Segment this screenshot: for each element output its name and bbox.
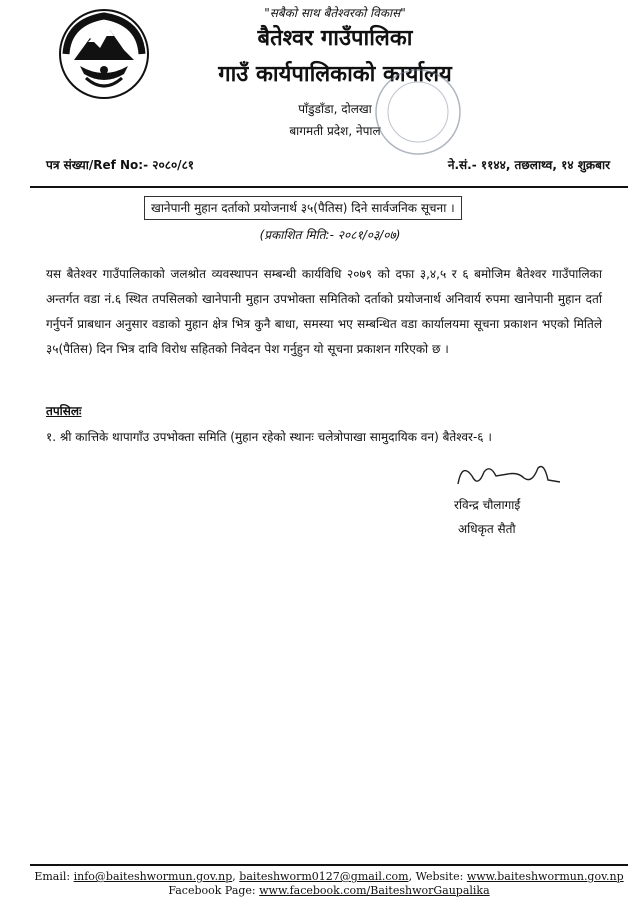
address-line1: पाँडुडाँडा, दोलखा bbox=[298, 102, 372, 116]
header-divider bbox=[30, 186, 628, 188]
facebook-label: Facebook Page: bbox=[168, 884, 256, 897]
email-label: Email: bbox=[34, 870, 71, 883]
list-item: १. श्री कात्तिके थापागाँउ उपभोक्ता समिति (मुहान रहेको स्थानः चलेत्रोपाखा सामुदायिक वन) बैतेश्वर-६ । bbox=[46, 430, 492, 444]
address-line2: बागमती प्रदेश, नेपाल bbox=[289, 124, 381, 138]
footer-contact: Email: info@baiteshwormun.gov.np, baiteshworm0127@gmail.com, Website: www.baiteshwormun.gov.np bbox=[34, 870, 624, 883]
slogan: "सबैको साथ बैतेश्वरको विकास" bbox=[264, 6, 406, 20]
notice-body: यस बैतेश्वर गाउँपालिकाको जलश्रोत व्यवस्थापन सम्बन्धी कार्यविधि २०७९ को दफा ३,४,५ र ६ बमोजिम बैतेश्वर गाउँपालिका अन्तर्गत वडा नं.६ स्थित तपसिलको खानेपानी मुहान उपभोक्ता समितिको दर्ताको प्रयोजनार्थ अनिवार्य रुपमा खानेपानी मुहान दर्ता गर्नुपर्ने प्राबधान अनुसार वडाको मुहान क्षेत्र भित्र कुनै बाधा, समस्या भए सम्बन्धित वडा कार्यालयमा सूचना प्रकाशन भएको मितिले ३५(पैतिस) दिन भित्र दावि विरोध सहितको निवेदन पेश गर्नुहुन यो सूचना प्रकाशन गरिएको छ । bbox=[46, 267, 602, 356]
ref-number: पत्र संख्या/Ref No:- २०८०/८१ bbox=[46, 158, 195, 172]
signatory-name: रविन्द्र चौलागाईं bbox=[454, 498, 521, 512]
email-link-secondary[interactable]: baiteshworm0127@gmail.com bbox=[239, 870, 409, 883]
website-label: Website: bbox=[415, 870, 464, 883]
details-heading: तपसिलः bbox=[46, 404, 82, 418]
website-link[interactable]: www.baiteshwormun.gov.np bbox=[466, 870, 624, 883]
office-stamp-icon bbox=[372, 66, 464, 158]
email-link-primary[interactable]: info@baiteshwormun.gov.np bbox=[73, 870, 233, 883]
footer-social bbox=[30, 884, 628, 897]
facebook-link[interactable]: www.facebook.com/BaiteshworGaupalika bbox=[259, 884, 490, 897]
issue-date: ने.सं.- ११४४, तछलाथ्व, १४ शुक्रबार bbox=[447, 158, 610, 172]
notice-subject: खानेपानी मुहान दर्ताको प्रयोजनार्थ ३५(पैतिस) दिने सार्वजनिक सूचना । bbox=[144, 196, 462, 220]
published-date: (प्रकाशित मिति:- २०८१/०३/०७) bbox=[259, 228, 401, 242]
nepal-emblem-icon bbox=[58, 8, 150, 100]
office-name: गाउँ कार्यपालिकाको कार्यालय bbox=[218, 62, 452, 87]
signatory-title: अधिकृत सैतौ bbox=[458, 522, 516, 536]
org-name: बैतेश्वर गाउँपालिका bbox=[257, 26, 413, 51]
footer-divider bbox=[30, 864, 628, 866]
